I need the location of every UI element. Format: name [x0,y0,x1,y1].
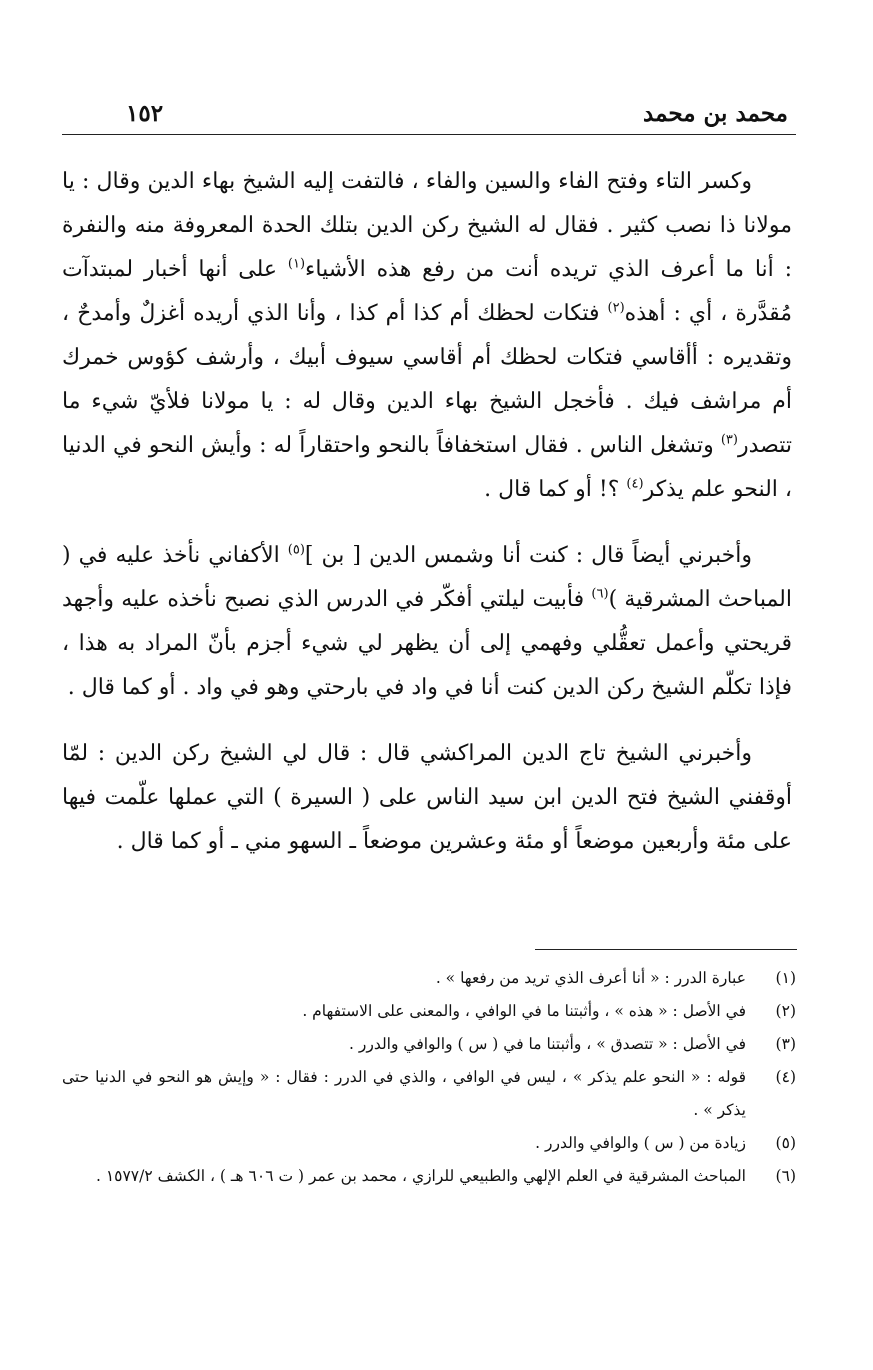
paragraph-2 [62,534,792,710]
footnote-number: (٣) [775,1035,796,1053]
footnote-ref: (٥) [287,542,305,558]
footnote-number: (٢) [775,1002,796,1020]
footnote-item [62,962,796,995]
footnote-ref: (٣) [720,432,738,448]
footnote-text: زيادة من ( س ) والوافي والدرر . [535,1134,746,1152]
paragraph-1 [62,160,792,512]
footnote-item [62,995,796,1028]
text-segment: فتكات لحظك أم كذا أم كذا ، وأنا الذي أريده أغزلٌ وأمدحٌ ، وتقديره : أأقاسي فتكات لحظك أم أقاسي سيوف أبيك ، وأرشف كؤوس خمرك أم مراشف فيك . فأخجل الشيخ بهاء الدين وقال له : يا مولانا فلأيّ شيء ما تتصدر [62,301,792,458]
footnote-number: (٦) [775,1167,796,1185]
footnote-item [62,1127,796,1160]
footnote-number: (٤) [775,1068,796,1086]
running-header [62,98,796,135]
footnote-item [62,1028,796,1061]
footnotes-list [62,962,796,1193]
text-segment: على أنها أخبار لمبتدآت مُقدَّرة ، أي : أهذه [62,257,793,326]
text-segment: ؟! أو كما قال . [484,477,620,502]
footnote-ref: (٦) [591,586,609,602]
footnote-text: عبارة الدرر : « أنا أعرف الذي تريد من رفعها » . [435,969,746,987]
footnote-text: في الأصل : « هذه » ، وأثبتنا ما في الوافي ، والمعنى على الاستفهام . [302,1002,746,1020]
main-text [62,160,792,864]
paragraph-3 [62,732,792,864]
page-number: ١٥٢ [126,100,164,127]
text-segment: وتشغل الناس . فقال استخفافاً بالنحو واحتقاراً له : وأيش النحو في الدنيا ، النحو علم يذكر [62,433,792,502]
footnote-ref: (٢) [607,300,625,316]
footnote-number: (٥) [775,1134,796,1152]
footnote-text: المباحث المشرقية في العلم الإلهي والطبيعي للرازي ، محمد بن عمر ( ت ٦٠٦ هـ ) ، الكشف ١٥٧٧/٢ . [95,1167,746,1185]
footnote-item [62,1160,796,1193]
footnote-number: (١) [775,969,796,987]
text-segment: الأكفاني نأخذ عليه في ( المباحث المشرقية ) [62,543,792,612]
footnote-ref: (٤) [626,476,644,492]
text-segment: فأبيت ليلتي أفكّر في الدرس الذي نصبح نأخذه عليه وأجهد قريحتي وأعمل تعقُّلي وفهمي إلى أن يظهر لي شيء أجزم بأنّ المراد به هذا ، فإذا تكلّم الشيخ ركن الدين كنت أنا في واد في بارحتي وهو في واد . أو كما قال . [62,587,792,700]
running-title: محمد بن محمد [643,100,788,127]
text-segment: وأخبرني الشيخ تاج الدين المراكشي قال : قال لي الشيخ ركن الدين : لمّا أوقفني الشيخ فتح الدين ابن سيد الناس على ( السيرة ) التي عملها علّمت فيها على مئة وأربعين موضعاً أو مئة وعشرين موضعاً ـ السهو مني ـ أو كما قال . [62,741,792,854]
footnote-divider [535,949,797,950]
text-segment: وأخبرني أيضاً قال : كنت أنا وشمس الدين [ بن ] [304,543,752,568]
text-segment: وكسر التاء وفتح الفاء والسين والفاء ، فالتفت إليه الشيخ بهاء الدين وقال : يا مولانا ذا نصب كثير . فقال له الشيخ ركن الدين بتلك الحدة المعروفة منه والنفرة : أنا ما أعرف الذي تريده أنت من رفع هذه الأشياء [62,169,792,282]
footnote-item [62,1061,796,1127]
footnote-text: قوله : « النحو علم يذكر » ، ليس في الوافي ، والذي في الدرر : فقال : « وإيش هو النحو في الدنيا حتى يذكر » . [62,1068,746,1119]
footnote-text: في الأصل : « تتصدق » ، وأثبتنا ما في ( س ) والوافي والدرر . [349,1035,746,1053]
footnote-ref: (١) [287,256,306,272]
